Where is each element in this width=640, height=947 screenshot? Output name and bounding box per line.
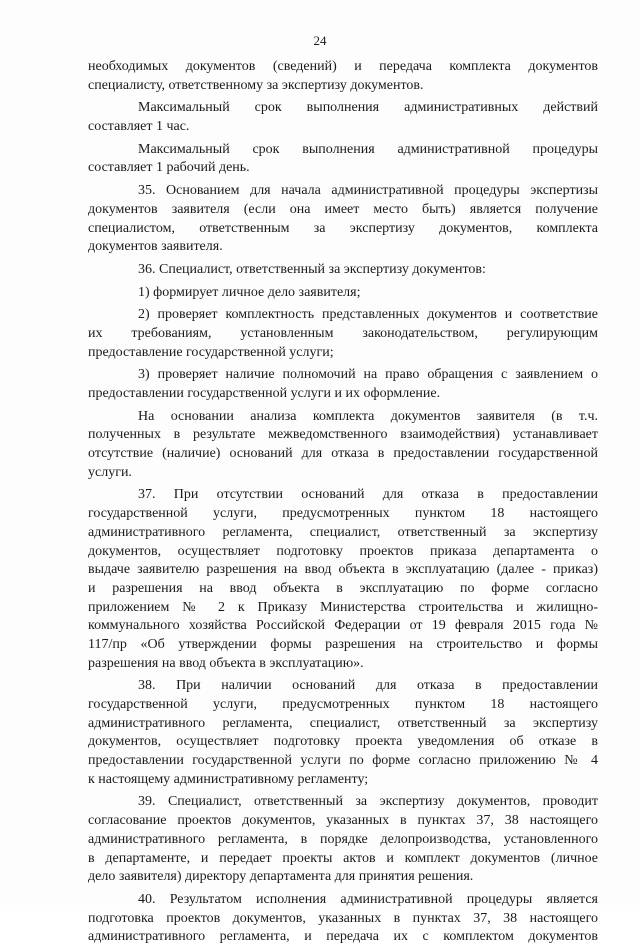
paragraph xyxy=(88,891,598,947)
text-line: административного регламента, специалист, ответственный за экспертизу xyxy=(88,524,598,540)
paragraph xyxy=(88,793,598,886)
text-line: дело заявителя) директору департамента для принятия решения. xyxy=(88,869,474,885)
text-line: документов, осуществляет подготовку проектов приказа департамента о xyxy=(88,543,598,559)
text-line: 1) формирует личное дело заявителя; xyxy=(138,284,361,300)
text-line: их требованиям, установленным законодательством, регулирующим xyxy=(88,325,598,341)
text-line: административного регламента, в порядке делопроизводства, установленного xyxy=(88,831,598,847)
text-line: документов, осуществляет подготовку проекта уведомления об отказе в xyxy=(88,734,598,750)
document-body xyxy=(88,58,598,947)
paragraph xyxy=(88,141,598,178)
paragraph xyxy=(88,261,598,280)
page-number: 24 xyxy=(313,33,327,48)
text-line: документов заявителя (если она имеет место быть) является получение xyxy=(88,201,598,217)
text-line: документов заявителя. xyxy=(88,239,223,255)
text-line: составляет 1 час. xyxy=(88,119,190,135)
text-line: 117/пр «Об утверждении формы разрешения на строительство и формы xyxy=(88,636,598,652)
text-line: 38. При наличии оснований для отказа в предоставлении xyxy=(138,678,598,694)
text-line: административного регламента, специалист, ответственный за экспертизу xyxy=(88,715,598,731)
text-line: специалисту, ответственному за экспертизу документов. xyxy=(88,77,424,93)
paragraph xyxy=(88,306,598,362)
text-line: отсутствие (наличие) оснований для отказа в предоставлении государственной xyxy=(88,446,598,462)
text-line: административного регламента, и передача их с комплектом документов xyxy=(88,929,598,945)
text-line: составляет 1 рабочий день. xyxy=(88,160,250,176)
text-line: 36. Специалист, ответственный за экспертизу документов: xyxy=(138,261,486,277)
text-line: 2) проверяет комплектность представленных документов и соответствие xyxy=(138,307,598,323)
text-line: предоставление государственной услуги; xyxy=(88,344,334,360)
text-line: разрешения на ввод объекта в эксплуатацию». xyxy=(88,655,364,671)
text-line: приложением № 2 к Приказу Министерства строительства и жилищно- xyxy=(88,599,598,615)
text-line: предоставлении государственной услуги по форме согласно приложению № 4 xyxy=(88,753,598,769)
text-line: 40. Результатом исполнения административной процедуры является xyxy=(138,891,598,907)
text-line: предоставлении государственной услуги и их оформление. xyxy=(88,386,441,401)
paragraph xyxy=(88,58,598,95)
paragraph xyxy=(88,99,598,136)
text-line: услуги. xyxy=(88,464,132,480)
text-line: 3) проверяет наличие полномочий на право обращения с заявлением о xyxy=(138,367,598,383)
text-line: к настоящему административному регламенту; xyxy=(88,771,369,787)
text-line: подготовка проектов документов, указанных в пунктах 37, 38 настоящего xyxy=(88,910,598,926)
text-line: 37. При отсутствии оснований для отказа в предоставлении xyxy=(138,487,598,503)
text-line: На основании анализа комплекта документов заявителя (в т.ч. xyxy=(138,408,598,424)
text-line: 35. Основанием для начала административной процедуры экспертизы xyxy=(138,183,598,199)
text-line: согласование проектов документов, указанных в пунктах 37, 38 настоящего xyxy=(88,813,598,829)
text-line: коммунального хозяйства Российской Федерации от 19 февраля 2015 года № xyxy=(88,618,598,634)
text-line: и разрешения на ввод объекта в эксплуатацию по форме согласно xyxy=(88,580,598,596)
text-line: 39. Специалист, ответственный за экспертизу документов, проводит xyxy=(138,794,598,810)
text-line: полученных в результате межведомственного взаимодействия) устанавливает xyxy=(88,427,598,443)
text-line: Максимальный срок выполнения административной процедуры xyxy=(138,141,598,157)
paragraph xyxy=(88,284,598,303)
paragraph xyxy=(88,182,598,257)
text-line: специалистом, ответственным за экспертизу документов, комплекта xyxy=(88,220,598,236)
text-line: выдаче заявителю разрешения на ввод объекта в эксплуатацию (далее - приказ) xyxy=(88,562,598,578)
text-line: необходимых документов (сведений) и передача комплекта документов xyxy=(88,59,598,74)
text-line: в департаменте, и передает проекты актов и комплект документов (личное xyxy=(88,850,598,866)
paragraph xyxy=(88,677,598,789)
paragraph xyxy=(88,408,598,483)
text-line: Максимальный срок выполнения административных действий xyxy=(138,100,598,116)
text-line: государственной услуги, предусмотренных пунктом 18 настоящего xyxy=(88,697,598,712)
paragraph xyxy=(88,486,598,673)
paragraph xyxy=(88,366,598,403)
text-line: государственной услуги, предусмотренных пунктом 18 настоящего xyxy=(88,506,598,522)
